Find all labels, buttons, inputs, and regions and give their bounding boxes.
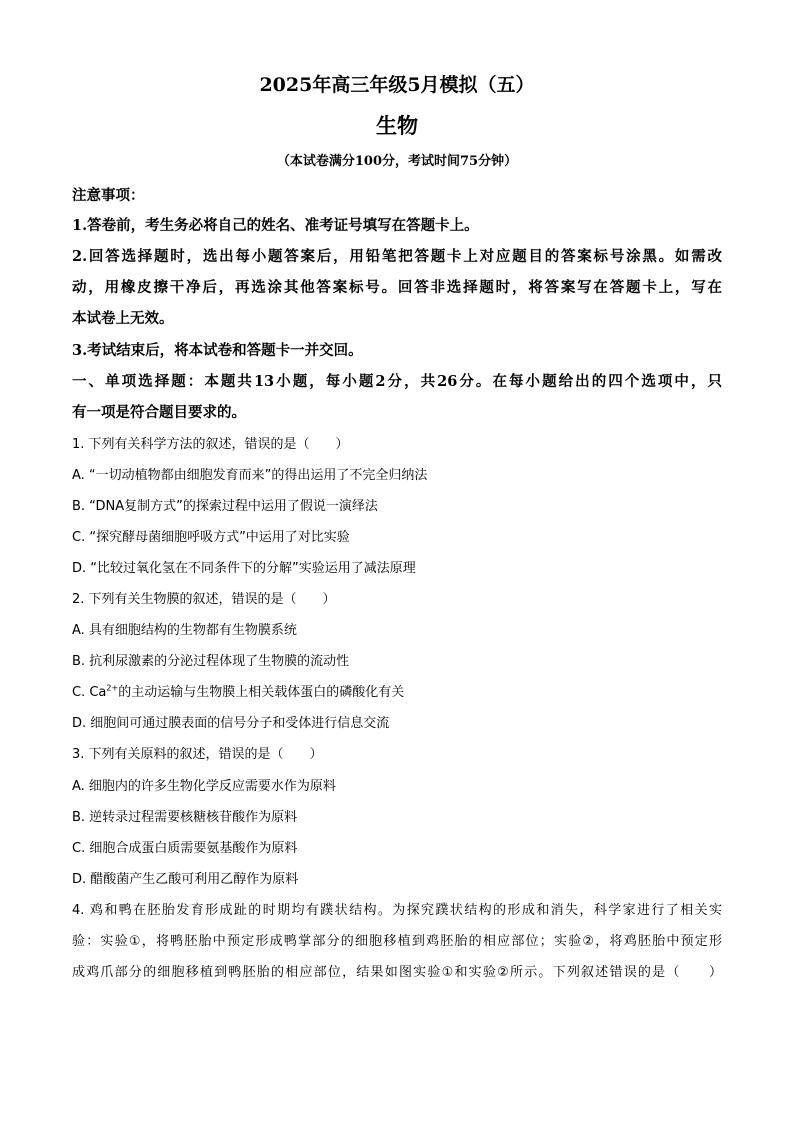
question-1-option-c: C. “探究酵母菌细胞呼吸方式”中运用了对比实验: [72, 530, 350, 545]
question-2-option-c-prefix: C. Ca: [72, 685, 107, 700]
question-3-option-a: A. 细胞内的许多生物化学反应需要水作为原料: [72, 779, 336, 794]
subject-title: 生物: [376, 113, 418, 138]
calcium-charge: 2+: [106, 683, 119, 693]
question-3-option-b: B. 逆转录过程需要核糖核苷酸作为原料: [72, 810, 298, 825]
exam-note: （本试卷满分100分，考试时间75分钟）: [276, 154, 518, 169]
question-3-stem: 3. 下列有关原料的叙述，错误的是（ ）: [72, 747, 323, 762]
exam-title: 2025年高三年级5月模拟（五）: [259, 74, 535, 96]
question-1-option-d: D. “比较过氧化氢在不同条件下的分解”实验运用了减法原理: [72, 561, 416, 576]
notice-item-2-line-1: 2.回答选择题时，选出每小题答案后，用铅笔把答题卡上对应题目的答案标号涂黑。如需改: [72, 248, 722, 265]
question-2-option-c-text: 的主动运输与生物膜上相关载体蛋白的磷酸化有关: [118, 685, 405, 700]
question-4-line-2: 验：实验①，将鸭胚胎中预定形成鸭掌部分的细胞移植到鸡胚胎的相应部位；实验②，将鸡胚胎中预定形: [72, 934, 722, 949]
question-2-option-d: D. 细胞间可通过膜表面的信号分子和受体进行信息交流: [72, 716, 390, 731]
notice-item-1: 1.答卷前，考生务必将自己的姓名、准考证号填写在答题卡上。: [72, 217, 479, 234]
question-1-stem: 1. 下列有关科学方法的叙述，错误的是（ ）: [72, 437, 349, 452]
question-1-option-a: A. “一切动植物都由细胞发育而来”的得出运用了不完全归纳法: [72, 468, 428, 483]
question-4-line-3: 成鸡爪部分的细胞移植到鸭胚胎的相应部位，结果如图实验①和实验②所示。下列叙述错误的是（ ）: [72, 965, 722, 980]
question-4-line-1: 4. 鸡和鸭在胚胎发育形成趾的时期均有蹼状结构。为探究蹼状结构的形成和消失，科学家进行了相关实: [72, 903, 722, 918]
question-1-option-b: B. “DNA复制方式”的探索过程中运用了假说一演绎法: [72, 499, 378, 514]
notice-item-2-line-3: 本试卷上无效。: [72, 310, 174, 327]
question-2-option-b: B. 抗利尿激素的分泌过程体现了生物膜的流动性: [72, 654, 350, 669]
question-2-option-c: [72, 681, 722, 700]
question-2-option-a: A. 具有细胞结构的生物都有生物膜系统: [72, 623, 297, 638]
notice-heading: 注意事项：: [72, 187, 145, 204]
section-1-heading-line-1: 一、单项选择题：本题共13小题，每小题2分，共26分。在每小题给出的四个选项中，只: [72, 373, 722, 390]
notice-item-3: 3.考试结束后，将本试卷和答题卡一并交回。: [72, 342, 363, 359]
question-3-option-d: D. 醋酸菌产生乙酸可利用乙醇作为原料: [72, 872, 299, 887]
question-3-option-c: C. 细胞合成蛋白质需要氨基酸作为原料: [72, 841, 298, 856]
section-1-heading-line-2: 有一项是符合题目要求的。: [72, 404, 246, 421]
question-2-stem: 2. 下列有关生物膜的叙述，错误的是（ ）: [72, 592, 336, 607]
notice-item-2-line-2: 动，用橡皮擦干净后，再选涂其他答案标号。回答非选择题时，将答案写在答题卡上，写在: [72, 279, 722, 296]
